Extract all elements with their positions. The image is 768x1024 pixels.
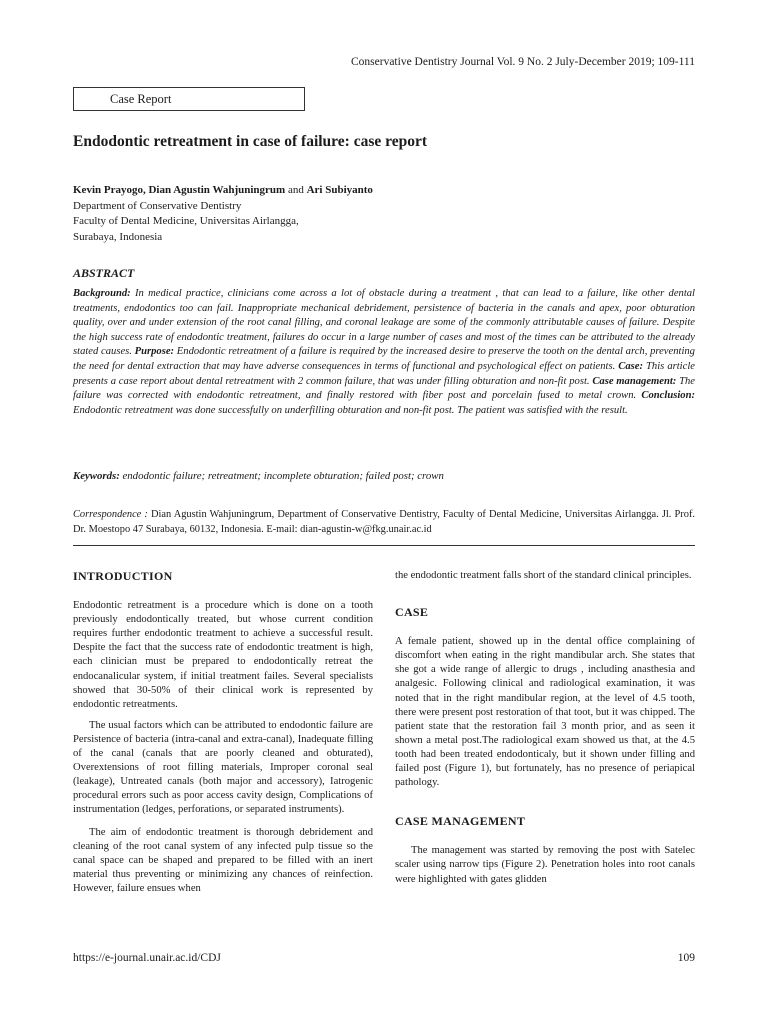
case-paragraph: A female patient, showed up in the dental office complaining of discomfort when eating in the right mandibular arch. She states that she got a wide range of allergic to drugs , including anasthesia and analgesic. Following clinical and radiological examination, it was noted that in the right mandibular region, at the level of 4.5 tooth, there were present post restoration of that toot, but it was chipped. The patient state that the restoration fail 3 month prior, and as seen it shown a metal post.The radiological exam showed us that, at the 4.5 tooth had been treated endodonticaly, but it shown under filling and failed post (Figure 1), but fortunately, has no presence of periapical pathology.	[395, 636, 695, 789]
author-conjunction: and	[285, 184, 307, 196]
abstract-conclusion-label: Conclusion:	[641, 390, 695, 402]
abstract-background-text: In medical practice, clinicians come across a lot of obstacle during a treatment , that can lead to a failure, like other dental treatments, endodontics too can fail. Inappropriate mechanical debridement, persistence of bacteria in the canals and apex, poor obturation quality, over and under extension of the root canal filling, and coronal leakage are some of the commonly attributable causes of failure. Despite the high success rate of endodontic treatment, failures do occur in a large number of cases and most of the times can be attributed to the already stated causes.	[73, 288, 695, 358]
correspondence-text: Dian Agustin Wahjuningrum, Department of Conservative Dentistry, Faculty of Dental Medicine, Universitas Airlangga. Jl. Prof. Dr. Moestopo 47 Surabaya, 60132, Indonesia. E-mail: dian-agustin-w@fkg.unair.ac.id	[73, 509, 695, 535]
introduction-paragraph-1: Endodontic retreatment is a procedure which is done on a tooth previously endodontically treated, but whose current condition requires further endodontic treatment to achieve a successful result. Despite the fact that the success rate of endodontic treatment is high, each clinician must be prepared to endodontically retreat the endocanalicular system, if initial treatment failes. Several specialists showed that 30-50% of their clinical work is represented by endodontic retreatments.	[73, 600, 373, 710]
abstract-case-label: Case:	[618, 360, 643, 372]
article-type-box	[73, 87, 305, 111]
affiliation-department: Department of Conservative Dentistry	[73, 199, 242, 212]
author-block	[73, 183, 373, 245]
section-divider	[73, 545, 695, 546]
keywords-text: endodontic failure; retreatment; incomplete obturation; failed post; crown	[119, 470, 444, 482]
keywords	[73, 470, 695, 482]
footer-url: https://e-journal.unair.ac.id/CDJ	[73, 952, 221, 964]
author-names	[73, 183, 373, 199]
journal-citation: Conservative Dentistry Journal Vol. 9 No. 2 July-December 2019; 109-111	[351, 56, 695, 68]
introduction-paragraph-2: The usual factors which can be attributed to endodontic failure are Persistence of bacteria (intra-canal and extra-canal), Inadequate filling of the canal (canals that are poorly cleaned and obturated), Overextensions of root filling materials, Improper coronal seal (leakage), Untreated canals (both major and accessory), Iatrogenic procedural errors such as poor access cavity design, Complications of instrumentation (ledges, perforations, or separated instruments).	[73, 719, 373, 816]
abstract-body	[73, 287, 695, 418]
case-management-paragraph: The management was started by removing the post with Satelec scaler using narrow tips (Figure 2). Penetration holes into root canals were highlighted with gates glidden	[395, 845, 695, 885]
abstract-background-label: Background:	[73, 288, 131, 299]
abstract-conclusion-text: Endodontic retreatment was done successfully on underfilling obturation and non-fit post. The patient was satisfied with the result.	[73, 404, 628, 416]
page-number: 109	[677, 952, 695, 964]
abstract-heading: ABSTRACT	[73, 266, 135, 280]
correspondence	[73, 507, 695, 537]
case-heading: CASE	[395, 605, 429, 620]
affiliation-faculty: Faculty of Dental Medicine, Universitas Airlangga,	[73, 215, 299, 227]
article-title: Endodontic retreatment in case of failure: case report	[73, 133, 427, 150]
column-right	[395, 569, 695, 887]
affiliation-city: Surabaya, Indonesia	[73, 230, 163, 243]
abstract-case-text: This article presents a case report about dental retreatment with 2 common failure, that was under filling obturation and non-fit post.	[73, 360, 695, 387]
introduction-paragraph-3-continued: the endodontic treatment falls short of the standard clinical principles.	[395, 570, 692, 581]
abstract-management-label: Case management:	[592, 375, 677, 387]
introduction-paragraph-3: The aim of endodontic treatment is thorough debridement and cleaning of the root canal system of any infected pulp tissue so the canal space can be shaped and prepared to be filled with an inert material thus preventing or minimizing any chances of reinfection. However, failure ensues when	[73, 826, 373, 894]
case-management-heading: CASE MANAGEMENT	[395, 814, 526, 829]
abstract-purpose-label: Purpose:	[134, 346, 175, 358]
keywords-label: Keywords:	[73, 470, 120, 482]
correspondence-label: Correspondence :	[73, 509, 148, 520]
introduction-heading: INTRODUCTION	[73, 569, 173, 583]
article-type-label: Case Report	[110, 92, 172, 106]
author-names-secondary: Ari Subiyanto	[306, 184, 373, 196]
abstract-management-text: The failure was corrected with endodontic retreatment, and finally restored with fiber post and porcelain fused to metal crown.	[73, 375, 695, 402]
column-left	[73, 569, 373, 896]
abstract-purpose-text: Endodontic retreatment of a failure is required by the increased desire to preserve the tooth on the dental arch, preventing the need for dental extraction that may have adverse consequences in terms of functional and psychological effect on patients.	[73, 346, 695, 372]
author-names-primary: Kevin Prayogo, Dian Agustin Wahjuningrum	[73, 184, 286, 196]
